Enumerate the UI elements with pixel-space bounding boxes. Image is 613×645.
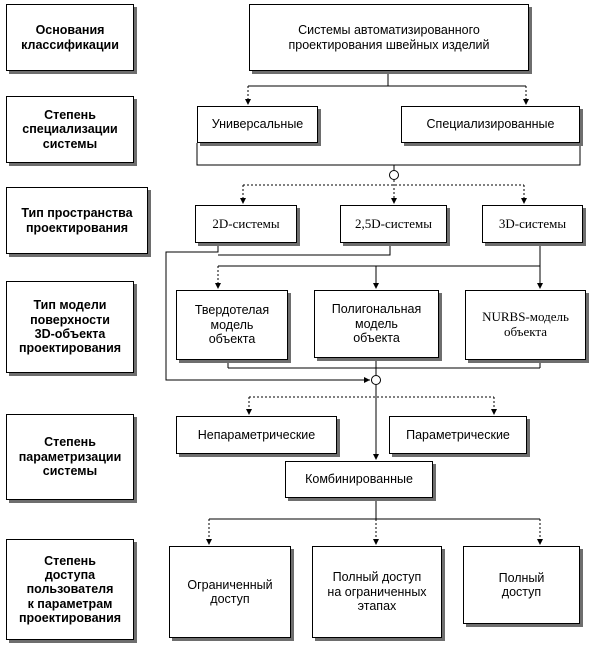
arrowhead [240, 198, 246, 204]
arrowhead [373, 283, 379, 289]
universal-box [197, 106, 318, 143]
junction-node [390, 171, 399, 180]
arrowhead [206, 539, 212, 545]
universal-label: Универсальные [211, 117, 304, 132]
parametrization-basis-box [6, 414, 134, 500]
space-type-basis-box [6, 187, 148, 254]
25d-systems-box [340, 205, 447, 243]
root-box [249, 4, 529, 71]
basis-label: Основания классификации [21, 23, 119, 52]
arrowhead [215, 283, 221, 289]
limited-access-box [169, 546, 291, 638]
2d-systems-box [195, 205, 297, 243]
parametric-label: Параметрические [406, 427, 510, 442]
arrowhead [373, 539, 379, 545]
full-access-label: Полный доступ [498, 570, 545, 599]
specialization-basis-box [6, 96, 134, 163]
polygonal-model-label: Полигональная модель объекта [331, 302, 422, 346]
arrowhead [523, 99, 529, 105]
arrowhead [537, 283, 543, 289]
nurbs-model-box [465, 290, 586, 360]
surface-model-basis-box [6, 281, 134, 373]
combined-label: Комбинированные [305, 472, 413, 487]
polygonal-model-box [314, 290, 439, 358]
nurbs-model-label: NURBS-модель объекта [482, 309, 569, 339]
arrowhead [491, 409, 497, 415]
3d-systems-label: 3D-системы [498, 215, 567, 231]
full-access-limited-stages-label: Полный доступ на ограниченных этапах [327, 570, 427, 614]
arrowhead [245, 99, 251, 105]
access-basis-box [6, 539, 134, 640]
space-type-basis-label: Тип пространства проектирования [21, 206, 133, 235]
nonparametric-box [176, 416, 337, 454]
25d-systems-label: 2,5D-системы [355, 215, 432, 231]
2d-systems-label: 2D-системы [212, 215, 280, 231]
specialized-label: Специализированные [426, 117, 555, 132]
arrowhead [537, 539, 543, 545]
parametrization-basis-label: Степень параметризации системы [18, 435, 122, 479]
combined-box [285, 461, 433, 498]
arrowhead [391, 198, 397, 204]
arrowhead [364, 377, 370, 383]
specialization-basis-label: Степень специализации системы [22, 107, 118, 151]
access-basis-label: Степень доступа пользователя к параметрам проектирования [18, 553, 122, 626]
parametric-box [389, 416, 527, 454]
basis-box [6, 4, 134, 71]
3d-systems-box [482, 205, 583, 243]
connector [218, 243, 390, 255]
solid-model-box [176, 290, 288, 360]
specialized-box [401, 106, 580, 143]
limited-access-label: Ограниченный доступ [187, 577, 273, 606]
junction-node [372, 376, 381, 385]
surface-model-basis-label: Тип модели поверхности 3D-объекта проектирования [18, 298, 122, 356]
nonparametric-label: Непараметрические [197, 427, 316, 442]
arrowhead [246, 409, 252, 415]
full-access-limited-stages-box [312, 546, 442, 638]
arrowhead [521, 198, 527, 204]
solid-model-label: Твердотелая модель объекта [194, 303, 270, 347]
connector [197, 143, 580, 165]
full-access-box [463, 546, 580, 624]
root-label: Системы автоматизированного проектирования швейных изделий [288, 23, 490, 52]
arrowhead [373, 454, 379, 460]
